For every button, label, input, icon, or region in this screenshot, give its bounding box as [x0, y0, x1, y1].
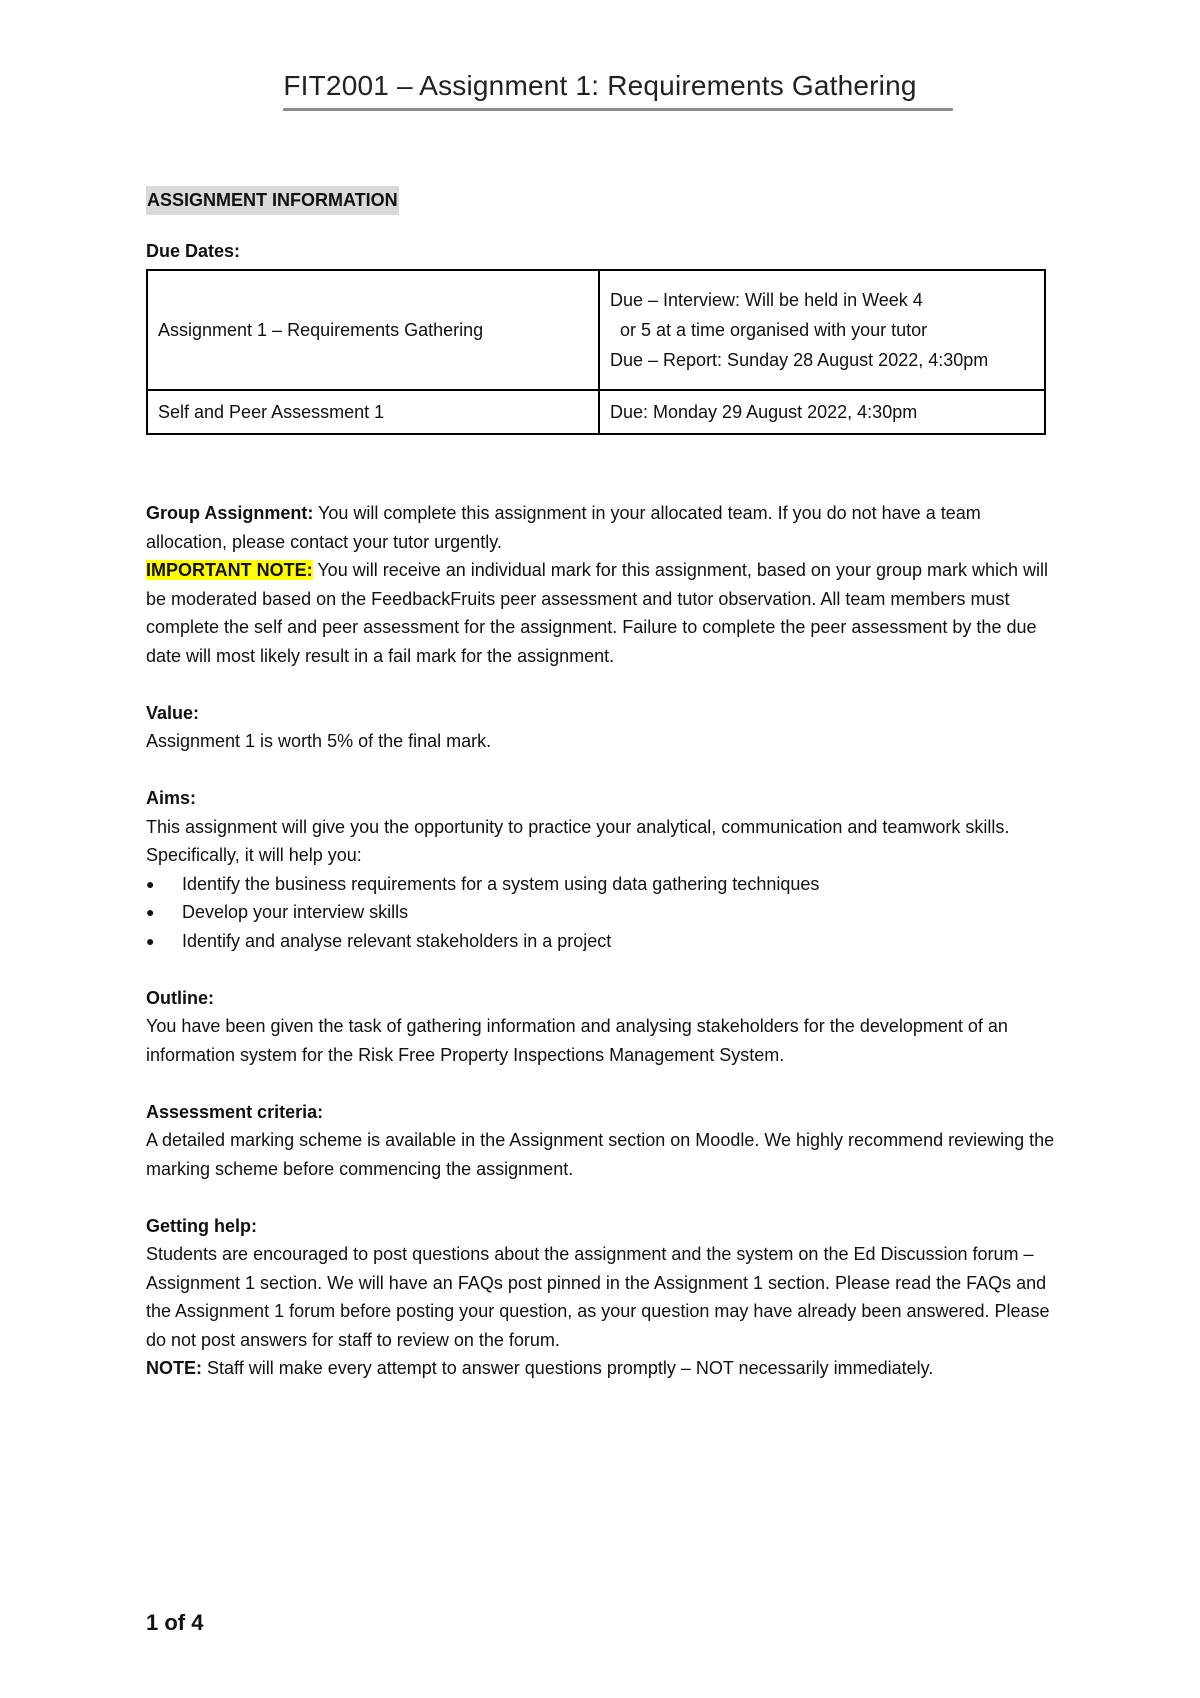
title-underline: [283, 108, 953, 111]
table-cell-item: Assignment 1 – Requirements Gathering: [147, 270, 599, 390]
due-line: or 5 at a time organised with your tutor: [620, 320, 928, 340]
due-dates-table: [146, 269, 1046, 435]
getting-help-label: Getting help:: [146, 1215, 257, 1236]
group-assignment-text: You will complete this assignment in your allocated team. If you do not have a team allocation, please contact your tutor urgently.: [146, 503, 981, 552]
assessment-criteria-text: A detailed marking scheme is available in the Assignment section on Moodle. We highly recommend reviewing the marking scheme before commencing the assignment.: [146, 1130, 1055, 1179]
getting-help-text: Students are encouraged to post questions about the assignment and the system on the Ed Discussion forum – Assignment 1 section. We will have an FAQs post pinned in the Assignment 1 section. Please read the FAQs and the Assignment 1 forum before posting your question, as your question may have already been answered. Please do not post answers for staff to review on the forum.: [146, 1244, 1050, 1350]
staff-note-paragraph: [146, 1354, 1066, 1383]
due-line: Due: Monday 29 August 2022, 4:30pm: [610, 402, 918, 422]
document-title: FIT2001 – Assignment 1: Requirements Gathering: [283, 70, 917, 101]
table-cell-due: [599, 270, 1045, 390]
value-text: Assignment 1 is worth 5% of the final mark.: [146, 731, 492, 751]
aims-list: [146, 870, 1066, 956]
important-note-paragraph: [146, 556, 1066, 670]
aims-label: Aims:: [146, 788, 197, 808]
due-line: Due – Report: Sunday 28 August 2022, 4:30pm: [610, 350, 989, 370]
table-cell-item: Self and Peer Assessment 1: [147, 390, 599, 434]
due-line: Due – Interview: Will be held in Week 4: [610, 290, 923, 310]
important-note-text: You will receive an individual mark for this assignment, based on your group mark which will be moderated based on the FeedbackFruits peer assessment and tutor observation. All team members must complete the self and peer assessment for the assignment. Failure to complete the peer assessment by the due date will most likely result in a fail mark for the assignment.: [146, 560, 1049, 666]
document-body: [146, 186, 1066, 1383]
table-row: [147, 270, 1045, 390]
list-item: ● Identify and analyse relevant stakeholders in a project: [146, 927, 1066, 956]
page-number: 1 of 4: [146, 1610, 204, 1635]
staff-note-text: Staff will make every attempt to answer questions promptly – NOT necessarily immediately.: [202, 1358, 934, 1378]
table-row: [147, 390, 1045, 434]
list-item: ● Identify the business requirements for a system using data gathering techniques: [146, 870, 1066, 899]
section-label-assignment-info: ASSIGNMENT INFORMATION: [146, 186, 399, 215]
outline-text: You have been given the task of gathering information and analysing stakeholders for the development of an information system for the Risk Free Property Inspections Management System.: [146, 1016, 1008, 1065]
bullet-icon: ●: [146, 932, 155, 949]
list-item: ● Develop your interview skills: [146, 898, 1066, 927]
outline-label: Outline:: [146, 987, 214, 1008]
due-dates-label: Due Dates:: [146, 240, 241, 261]
aims-text: This assignment will give you the opportunity to practice your analytical, communication and teamwork skills. Specifically, it will help you:: [146, 816, 1010, 865]
group-assignment-label: Group Assignment:: [146, 503, 314, 523]
bullet-icon: ●: [146, 875, 155, 892]
bullet-icon: ●: [146, 904, 155, 920]
group-assignment-paragraph: [146, 499, 1066, 556]
staff-note-label: NOTE:: [146, 1358, 202, 1378]
assessment-criteria-label: Assessment criteria:: [146, 1101, 324, 1122]
important-note-label: IMPORTANT NOTE:: [146, 560, 313, 580]
table-cell-due: [599, 390, 1045, 434]
value-label: Value:: [146, 702, 200, 723]
